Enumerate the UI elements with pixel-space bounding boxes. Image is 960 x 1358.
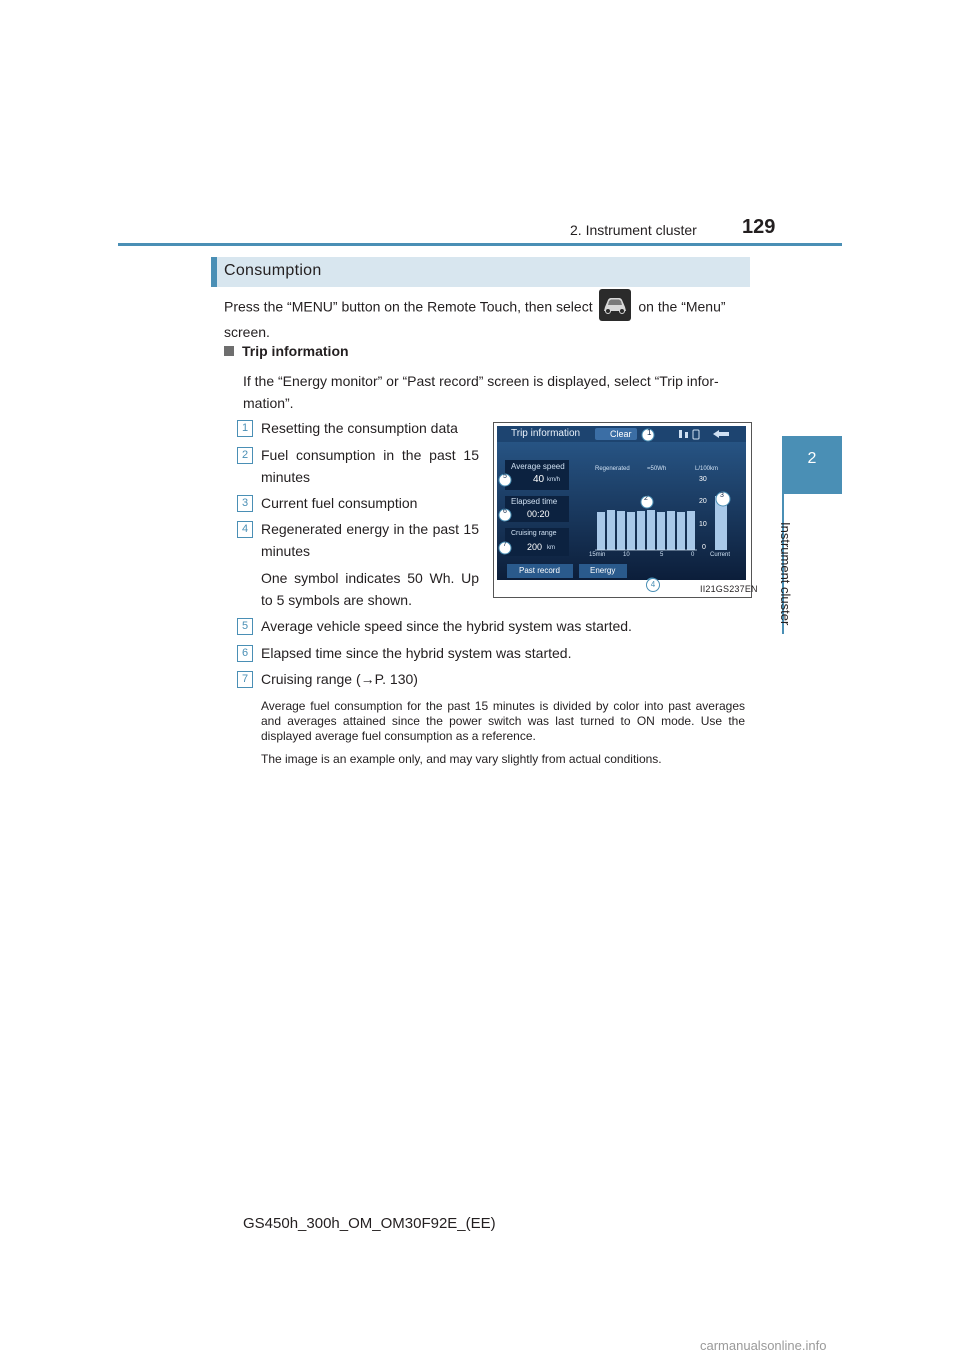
watermark: carmanualsonline.info: [700, 1338, 827, 1353]
subsection-heading: [224, 343, 349, 359]
item-text: Resetting the consumption data: [261, 420, 458, 436]
unit-label: L/100km: [695, 466, 719, 472]
screen-title: Trip information: [511, 428, 581, 439]
elapsed-time-label: Elapsed time: [511, 497, 558, 506]
square-bullet-icon: [224, 346, 234, 356]
callout-5: 5: [503, 473, 507, 480]
cruising-range-value: 200: [527, 542, 543, 552]
past-record-tab-label[interactable]: Past record: [519, 566, 560, 575]
regenerated-label: Regenerated: [595, 466, 630, 472]
intro-text-before: Press the “MENU” button on the Remote Touch, then select: [224, 298, 593, 315]
x-tick: Current: [710, 552, 731, 558]
x-tick: 5: [660, 552, 664, 558]
cruising-range-unit: km: [547, 545, 555, 551]
callout-7: 7: [503, 541, 507, 548]
x-tick: 10: [623, 552, 630, 558]
x-tick: 15min: [589, 552, 606, 558]
note-paragraph: Average fuel consumption for the past 15 minutes is divided by color into past averages and averages attained since the power switch was last turned to ON mode. Use the displayed average fuel consumption as a reference.: [261, 699, 745, 743]
running-head: 2. Instrument cluster: [570, 222, 697, 238]
clear-button-label[interactable]: Clear: [610, 429, 632, 439]
header-rule: [118, 243, 842, 246]
callout-6: 6: [503, 508, 507, 515]
callout-3: 3: [720, 492, 724, 499]
trip-information-screen: [497, 426, 746, 580]
callout-1: 1: [647, 428, 652, 437]
item-text: Average vehicle speed since the hybrid system was started.: [261, 618, 632, 634]
item-number-badge: 7: [237, 671, 253, 688]
section-title: Consumption: [224, 262, 322, 279]
callout-4: 4: [646, 578, 660, 592]
signal-icon: [679, 430, 682, 438]
car-icon: [599, 289, 631, 321]
item-number-badge: 5: [237, 618, 253, 635]
y-tick: 30: [699, 476, 707, 483]
chapter-number: 2: [807, 450, 817, 467]
item-text: Current fuel consumption: [261, 495, 418, 511]
average-speed-unit: km/h: [547, 477, 561, 483]
signal-icon: [685, 432, 688, 438]
callout-2: 2: [644, 495, 648, 502]
cruising-range-label: Cruising range: [511, 530, 557, 537]
page-number: 129: [742, 216, 776, 238]
intro-text-after: on the “Menu” screen.: [224, 298, 726, 340]
chapter-label: Instrument cluster: [778, 522, 793, 626]
section-bar-accent: [211, 257, 217, 287]
document-code: GS450h_300h_OM_OM30F92E_(EE): [243, 1215, 496, 1232]
y-tick: 10: [699, 521, 707, 528]
subsection-description: If the “Energy monitor” or “Past record” screen is displayed, select “Trip infor-mation”.: [243, 373, 719, 411]
figure-caption: II21GS237EN: [700, 584, 758, 594]
y-tick: 0: [702, 544, 706, 551]
average-speed-label: Average speed: [511, 462, 565, 471]
intro-paragraph: [224, 295, 750, 343]
y-tick: 20: [699, 498, 707, 505]
item-number-badge: 1: [237, 420, 253, 437]
subsection-title: Trip information: [242, 343, 349, 359]
item-number-badge: 3: [237, 495, 253, 512]
regen-legend: =50Wh: [647, 466, 667, 472]
item-text: Cruising range (→P. 130): [261, 671, 418, 687]
item-number-badge: 2: [237, 447, 253, 464]
item-number-badge: 6: [237, 645, 253, 662]
item-extra-text: One symbol indicates 50 Wh. Up to 5 symbols are shown.: [261, 570, 479, 608]
item-text: Fuel consumption in the past 15 minutes: [261, 447, 479, 485]
energy-tab-label[interactable]: Energy: [590, 566, 616, 575]
item-text: Regenerated energy in the past 15 minutes: [261, 521, 479, 559]
item-number-badge: 4: [237, 521, 253, 538]
x-tick: 0: [691, 552, 695, 558]
elapsed-time-value: 00:20: [527, 509, 550, 519]
note-paragraph: The image is an example only, and may vary slightly from actual conditions.: [261, 752, 662, 766]
average-speed-value: 40: [533, 474, 545, 485]
item-text: Elapsed time since the hybrid system was started.: [261, 645, 572, 661]
